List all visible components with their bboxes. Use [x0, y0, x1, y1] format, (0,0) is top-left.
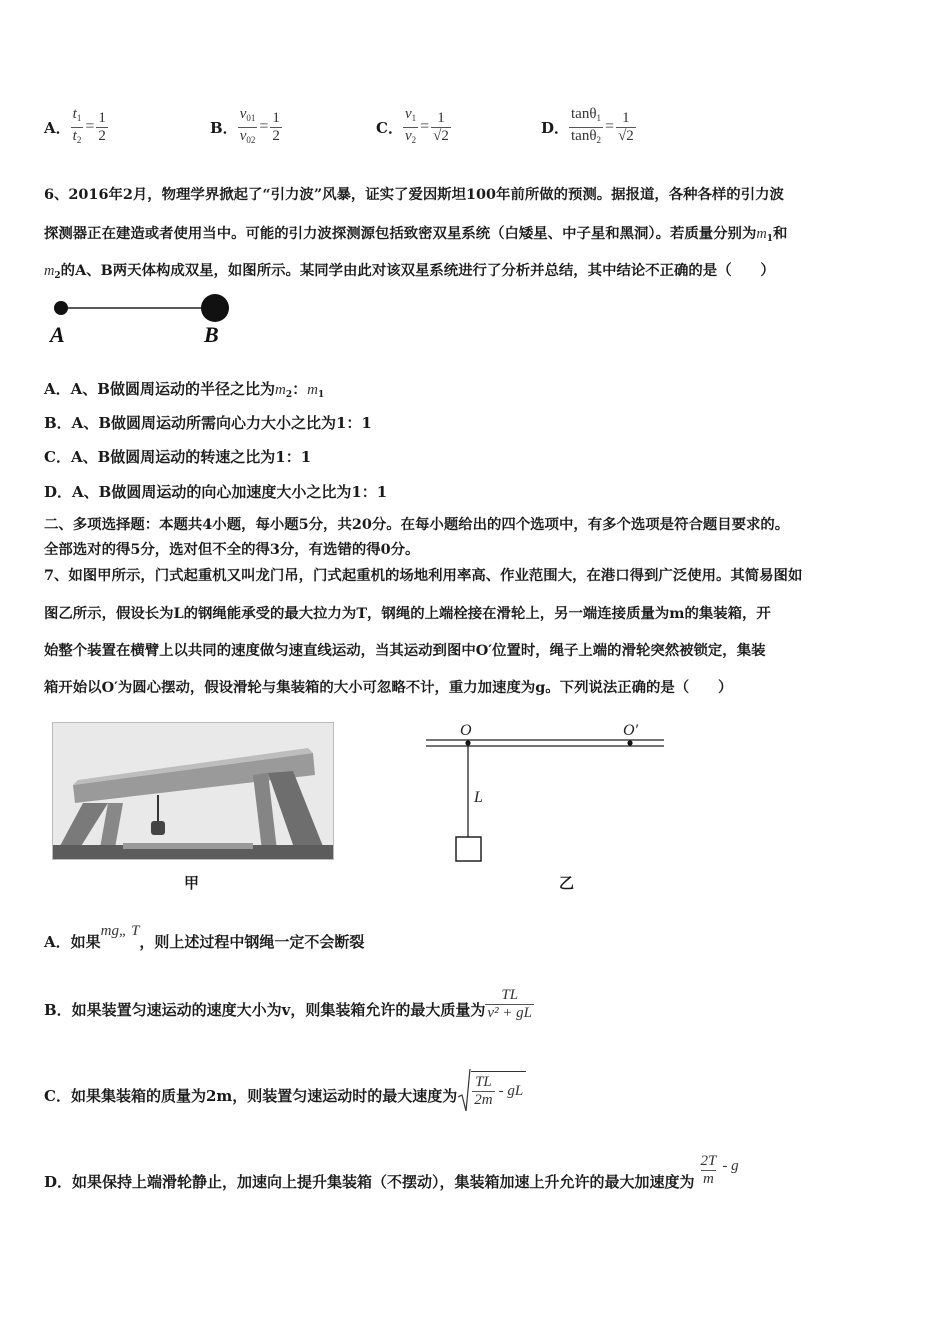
q5-d-den-sub: 2 — [596, 134, 602, 145]
q5-option-a — [44, 100, 108, 154]
section2-header-line-1: 二、多项选择题：本题共4小题，每小题5分，共20分。在每小题给出的四个选项中，有多个选项是符合题目要求的。 — [44, 516, 790, 533]
q5-b-rnum: 1 — [272, 109, 280, 126]
q5-option-d-lhs — [569, 106, 603, 149]
star-a-dot — [54, 301, 68, 315]
q7-option-c-fraction — [472, 1074, 494, 1109]
q6-option-a-colon: ： — [292, 380, 308, 398]
q5-c-den-sub: 2 — [411, 134, 417, 145]
q7-option-b-fraction — [485, 987, 534, 1022]
q7-option-c-den: 2m — [474, 1092, 493, 1108]
q5-b-den-sub: 02 — [246, 134, 256, 145]
q5-option-c — [376, 100, 451, 154]
pulley-o-prime-point — [627, 740, 632, 745]
q5-c-rnum: 1 — [437, 109, 445, 126]
crane-schematic — [420, 718, 670, 868]
q6-option-d: D．A、B做圆周运动的向心加速度大小之比为1：1 — [44, 483, 388, 501]
q5-d-equals: = — [605, 118, 615, 135]
binary-star-figure — [44, 290, 244, 350]
sqrt-sign-icon — [457, 1067, 471, 1113]
q6-line-2-text: 探测器正在建造或者使用当中。可能的引力波探测源包括致密双星系统（白矮星、中子星和黑洞）。若质量分别为 — [44, 225, 757, 242]
q5-a-den: t — [72, 127, 77, 144]
star-b-label: B — [204, 322, 219, 347]
q5-d-den: tanθ — [571, 127, 597, 144]
q5-option-a-label: A． — [44, 118, 71, 137]
q5-option-a-rhs — [96, 110, 108, 145]
star-b-dot — [201, 294, 229, 322]
q5-b-rden: 2 — [272, 127, 280, 144]
q5-option-d-label: D． — [541, 118, 570, 137]
q5-b-den: v — [239, 127, 247, 144]
q7-option-d-fraction — [699, 1153, 719, 1188]
q5-option-a-lhs — [71, 106, 84, 149]
diagram-caption: 乙 — [559, 874, 575, 892]
q5-a-equals: = — [85, 118, 95, 135]
q5-option-d — [541, 100, 636, 154]
q5-a-rnum: 1 — [98, 109, 106, 126]
q6-option-a-m2-sub: 2 — [285, 390, 293, 400]
q6-m1: m — [756, 226, 767, 242]
crane-schematic-svg — [420, 718, 670, 868]
q6-option-a-text: A．A、B做圆周运动的半径之比为 — [44, 380, 275, 398]
section2-header-line-2: 全部选对的得5分，选对但不全的得3分，有选错的得0分。 — [44, 541, 420, 558]
label-o: O — [460, 722, 472, 739]
q7-option-d-num: 2T — [700, 1152, 717, 1169]
q6-m1-sub: 1 — [766, 234, 774, 244]
q6-m2: m — [44, 263, 55, 279]
gantry-crane-illustration — [53, 723, 333, 859]
q5-a-num-sub: 1 — [76, 112, 82, 123]
q6-and: 和 — [773, 225, 788, 242]
q7-option-c-num: TL — [475, 1074, 492, 1090]
q5-c-den: v — [404, 127, 412, 144]
q7-option-d-den: m — [703, 1170, 714, 1187]
container-box — [456, 837, 481, 861]
q5-option-b — [210, 100, 282, 154]
q6-option-a-m1: m — [307, 382, 318, 398]
q6-option-b: B．A、B做圆周运动所需向心力大小之比为1：1 — [44, 414, 372, 432]
q7-option-b-num: TL — [501, 986, 519, 1003]
q7-line-2: 图乙所示，假设长为L的钢绳能承受的最大拉力为T，钢绳的上端栓接在滑轮上，另一端连接质量为m的集装箱，开 — [44, 605, 771, 622]
q7-option-d-text: D．如果保持上端滑轮静止，加速向上提升集装箱（不摆动），集装箱加速上升允许的最大加速度为 — [44, 1173, 695, 1191]
q5-b-num-sub: 01 — [246, 112, 256, 123]
binary-star-svg — [44, 290, 244, 350]
q7-option-a-prefix: A．如果 — [44, 933, 101, 951]
q7-line-4: 箱开始以O′为圆心摆动，假设滑轮与集装箱的大小可忽略不计，重力加速度为g。下列说法正确的是（ ） — [44, 679, 733, 696]
q6-line-3 — [44, 261, 775, 286]
q7-line-3: 始整个装置在横臂上以共同的速度做匀速直线运动，当其运动到图中O′位置时，绳子上端的滑轮突然被锁定，集装 — [44, 642, 766, 659]
q7-option-a-condition: mg„ T — [100, 923, 140, 939]
q6-option-c: C．A、B做圆周运动的转速之比为1：1 — [44, 448, 312, 466]
q5-option-c-rhs — [431, 110, 451, 145]
q5-c-num: v — [404, 105, 412, 122]
label-o-prime: O′ — [623, 722, 639, 739]
q5-option-d-rhs — [616, 110, 636, 145]
q6-option-a-m1-sub: 1 — [317, 390, 325, 400]
q5-d-num: tanθ — [571, 105, 597, 122]
q7-option-b-text: B．如果装置匀速运动的速度大小为v，则集装箱允许的最大质量为 — [44, 1001, 486, 1019]
q7-line-1: 7、如图甲所示，门式起重机又叫龙门吊，门式起重机的场地利用率高、作业范围大，在港口得到广泛使用。其简易图如 — [44, 567, 803, 584]
q6-m2-sub: 2 — [54, 271, 61, 281]
q5-d-rnum: 1 — [622, 109, 630, 126]
q6-option-a-m2: m — [274, 382, 286, 398]
q6-line-2 — [44, 224, 787, 249]
q7-option-a — [44, 923, 365, 953]
label-l: L — [474, 789, 483, 806]
q5-option-b-label: B． — [210, 118, 238, 137]
q5-d-rden: √2 — [618, 127, 634, 144]
q5-b-num: v — [239, 105, 247, 122]
q7-option-c-tail: - gL — [498, 1083, 524, 1099]
q6-option-a — [44, 379, 324, 405]
q5-b-equals: = — [259, 118, 269, 135]
q7-option-a-suffix: ，则上述过程中钢绳一定不会断裂 — [139, 933, 365, 951]
q5-c-equals: = — [420, 118, 430, 135]
q7-option-c-sqrt — [457, 1067, 526, 1113]
q5-a-num: t — [72, 105, 77, 122]
q7-option-b-den: v² + gL — [487, 1004, 533, 1021]
q6-line-1: 6、2016年2月，物理学界掀起了“引力波”风暴，证实了爱因斯坦100年前所做的预测。据报道，各种各样的引力波 — [44, 186, 784, 203]
q5-a-den-sub: 2 — [76, 134, 82, 145]
q5-option-c-label: C． — [376, 118, 403, 137]
q5-option-b-rhs — [270, 110, 282, 145]
q7-option-c-text: C．如果集装箱的质量为2m，则装置匀速运动时的最大速度为 — [44, 1087, 458, 1105]
q7-option-d-tail: - g — [722, 1157, 739, 1174]
gantry-crane-photo — [52, 722, 334, 860]
photo-caption: 甲 — [184, 874, 200, 892]
star-a-label: A — [50, 322, 65, 347]
q7-option-c — [44, 1064, 526, 1116]
q7-option-b — [44, 978, 534, 1030]
q5-d-num-sub: 1 — [596, 112, 602, 123]
q5-option-b-lhs — [238, 106, 258, 149]
q5-option-c-lhs — [403, 106, 418, 149]
q7-option-d — [44, 1146, 739, 1198]
q6-line-3-text: 的A、B两天体构成双星，如图所示。某同学由此对该双星系统进行了分析并总结，其中结论不正确的是（ ） — [60, 262, 775, 279]
q5-c-num-sub: 1 — [411, 112, 417, 123]
q5-a-rden: 2 — [98, 127, 106, 144]
q5-c-rden: √2 — [433, 127, 449, 144]
